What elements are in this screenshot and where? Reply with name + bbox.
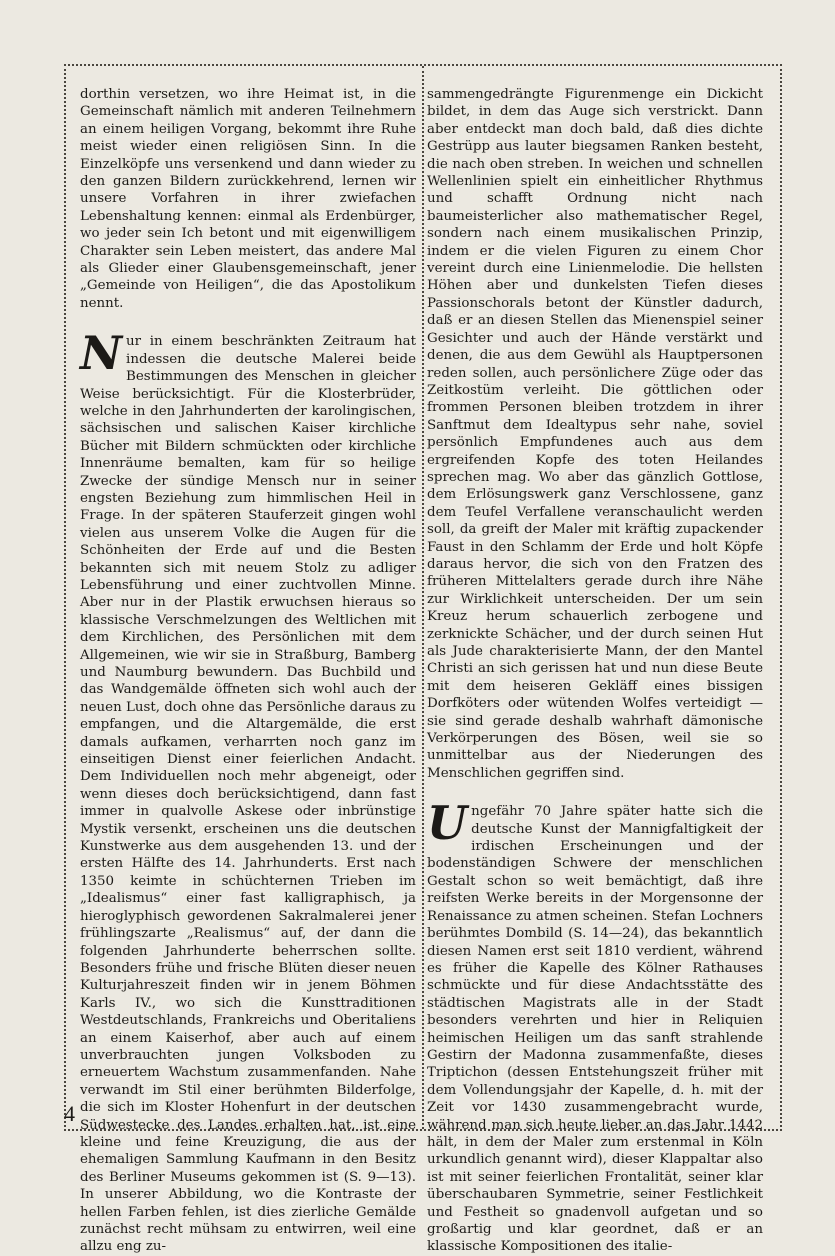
right-paragraph-1: sammengedrängte Figurenmenge ein Dickicht bildet, in dem das Auge sich verstrickt. Dann aber entdeckt man doch bald, daß dies dichte Gestrüpp aus lauter biegsamen Ranken besteht, die nach oben streben. In weichen und schnellen Wellenlinien spielt ein einheitlicher Rhythmus und schafft Ordnung nicht nach baumeisterlicher also mathematischer Regel, sondern nach einem musikalischen Prinzip, indem er die vielen Figuren zu einem Chor vereint durch eine Linienmelodie. Die hellsten Höhen aber und dunkelsten Tiefen dieses Passionschorals betont der Künstler dadurch, daß er an diesen Stellen das Mienenspiel seiner Gesichter und auch der Hände verstärkt und denen, die aus dem Gewühl als Hauptpersonen reden sollen, auch persönlichere Züge oder das Zeitkostüm verleiht. Die göttlichen oder frommen Personen bleiben trotzdem in ihrer Sanftmut dem Idealtypus sehr nahe, soviel persönlich Empfundenes auch aus dem ergreifenden Kopfe des toten Heilandes sprechen mag. Wo aber das gänzlich Gottlose, dem Erlösungswerk ganz Verschlossene, ganz dem Teufel Verfallene veranschaulicht werden soll, da greift der Maler mit kräftig zupackender Faust in den Schlamm der Erde und holt Köpfe daraus hervor, die sich von den Fratzen des früheren Mittelalters gerade durch ihre Nähe zur Wirklichkeit unterscheiden. Der um sein Kreuz herum schauerlich zerbogene und zerknickte Schächer, und der durch seinen Hut als Jude charakterisierte Mann, der den Mantel Christi an sich gerissen hat und nun diese Beute mit dem heiseren Gekläff eines bissigen Dorfköters oder wütenden Wolfes verteidigt — sie sind gerade deshalb wahrhaft dämonische Verkörperungen des Bösen, weil sie so unmittelbar aus der Niederungen des Menschlichen gegriffen sind.	[427, 87, 763, 781]
right-column	[427, 86, 763, 1256]
left-paragraph-1: dorthin versetzen, wo ihre Heimat ist, in die Gemeinschaft nämlich mit anderen Teilnehmern an einem heiligen Vorgang, bekommt ihre Ruhe meist wieder einen religiösen Sinn. In die Einzelköpfe uns versenkend und dann wieder zu den ganzen Bildern zurückkehrend, lernen wir unsere Vorfahren in ihrer zwiefachen Lebenshaltung kennen: einmal als Erdenbürger, wo jeder sein Ich betont und mit eigenwilligem Charakter sein Leben meistert, das andere Mal als Glieder einer Glaubensgemeinschaft, jener „Gemeinde von Heiligen“, die das Apostolikum nennt.	[80, 87, 416, 311]
right-paragraph-2-text: ngefähr 70 Jahre später hatte sich die deutsche Kunst der Mannigfaltigkeit der irdischen Erscheinungen und der bodenständigen Schwere der menschlichen Gestalt schon so weit bemächtigt, daß ihre reifsten Werke bereits in der Morgensonne der Renaissance zu atmen scheinen. Stefan Lochners berühmtes Dombild (S. 14—24), das bekanntlich diesen Namen erst seit 1810 verdient, während es früher die Kapelle des Kölner Rathauses schmückte und für diese Andachtsstätte des städtischen Magistrats alle in der Stadt besonders verehrten und hier in Reliquien heimischen Heiligen um das sanft strahlende Gestirn der Madonna zusammenfaßte, dieses Triptichon (dessen Entstehungszeit früher mit dem Vollendungsjahr der Kapelle, d. h. mit der Zeit vor 1430 zusammengebracht wurde, während man sich heute lieber an das Jahr 1442 hält, in dem der Maler zum erstenmal in Köln urkundlich genannt wird), dieser Klappaltar also ist mit seiner feierlichen Frontalität, seiner klar überschaubaren Symmetrie, seiner Festlichkeit und Festheit so gnadenvoll aufgetan und so großartig und klar geordnet, daß er an klassische Kompositionen des italie-	[427, 804, 763, 1255]
drop-cap-u: U	[427, 796, 468, 851]
drop-cap-n: N	[80, 326, 123, 381]
left-paragraph-2-text: ur in einem beschränkten Zeitraum hat indessen die deutsche Malerei beide Bestimmungen des Menschen in gleicher Weise berücksichtigt. Für die Klosterbrüder, welche in den Jahrhunderten der karolingischen, sächsischen und salischen Kaiser kirchliche Bücher mit Bildern schmückten oder kirchliche Innenräume bemalten, kam für so heilige Zwecke der sündige Mensch nur in seiner engsten Beziehung zum himmlischen Heil in Frage. In der späteren Stauferzeit gingen wohl vielen aus unserem Volke die Augen für die Schönheiten der Erde auf und die Besten bekannten sich mit neuem Stolz zu adliger Lebensführung und einer zuchtvollen Minne. Aber nur in der Plastik erwuchsen hieraus so klassische Verschmelzungen des Weltlichen mit dem Kirchlichen, des Persönlichen mit dem Allgemeinen, wie wir sie in Straßburg, Bamberg und Naumburg bewundern. Das Buchbild und das Wandgemälde öffneten sich wohl auch der neuen Lust, doch ohne das Persönliche daraus zu empfangen, und die Altargemälde, die erst damals aufkamen, verharrten noch ganz im einseitigen Dienst einer feierlichen Andacht. Dem Individuellen noch mehr abgeneigt, oder wenn dieses doch berücksichtigend, dann fast immer in qualvolle Askese oder inbrünstige Mystik versenkt, erscheinen uns die deutschen Kunstwerke aus dem ausgehenden 13. und der ersten Hälfte des 14. Jahrhunderts. Erst nach 1350 keimte in schüchternen Trieben im „Idealismus“ einer fast kalligraphisch, ja hieroglyphisch gewordenen Sakralmalerei jener frühlingszarte „Realismus“ auf, der dann die folgenden Jahrhunderte beherrschen sollte. Besonders frühe und frische Blüten dieser neuen Kulturjahreszeit finden wir in jenem Böhmen Karls IV., wo sich die Kunsttraditionen Westdeutschlands, Frankreichs und Oberitaliens an einem Kaiserhof, aber auch auf einem unverbrauchten jungen Volksboden zu erneuertem Wachstum zusammenfanden. Nahe verwandt im Stil einer berühmten Bilderfolge, die sich im Kloster Hohenfurt in der deutschen Südwestecke des Landes erhalten hat, ist eine kleine und feine Kreuzigung, die aus der ehemaligen Sammlung Kaufmann in den Besitz des Berliner Museums gekommen ist (S. 9—13). In unserer Abbildung, wo die Kontraste der hellen Farben fehlen, ist dies zierliche Gemälde zunächst recht mühsam zu entwirren, weil eine allzu eng zu-	[80, 334, 416, 1255]
left-paragraph-2	[80, 326, 416, 1256]
left-column	[80, 86, 416, 1256]
page-number: 4	[64, 1101, 75, 1126]
column-divider	[422, 66, 424, 1129]
right-paragraph-2	[427, 796, 763, 1256]
